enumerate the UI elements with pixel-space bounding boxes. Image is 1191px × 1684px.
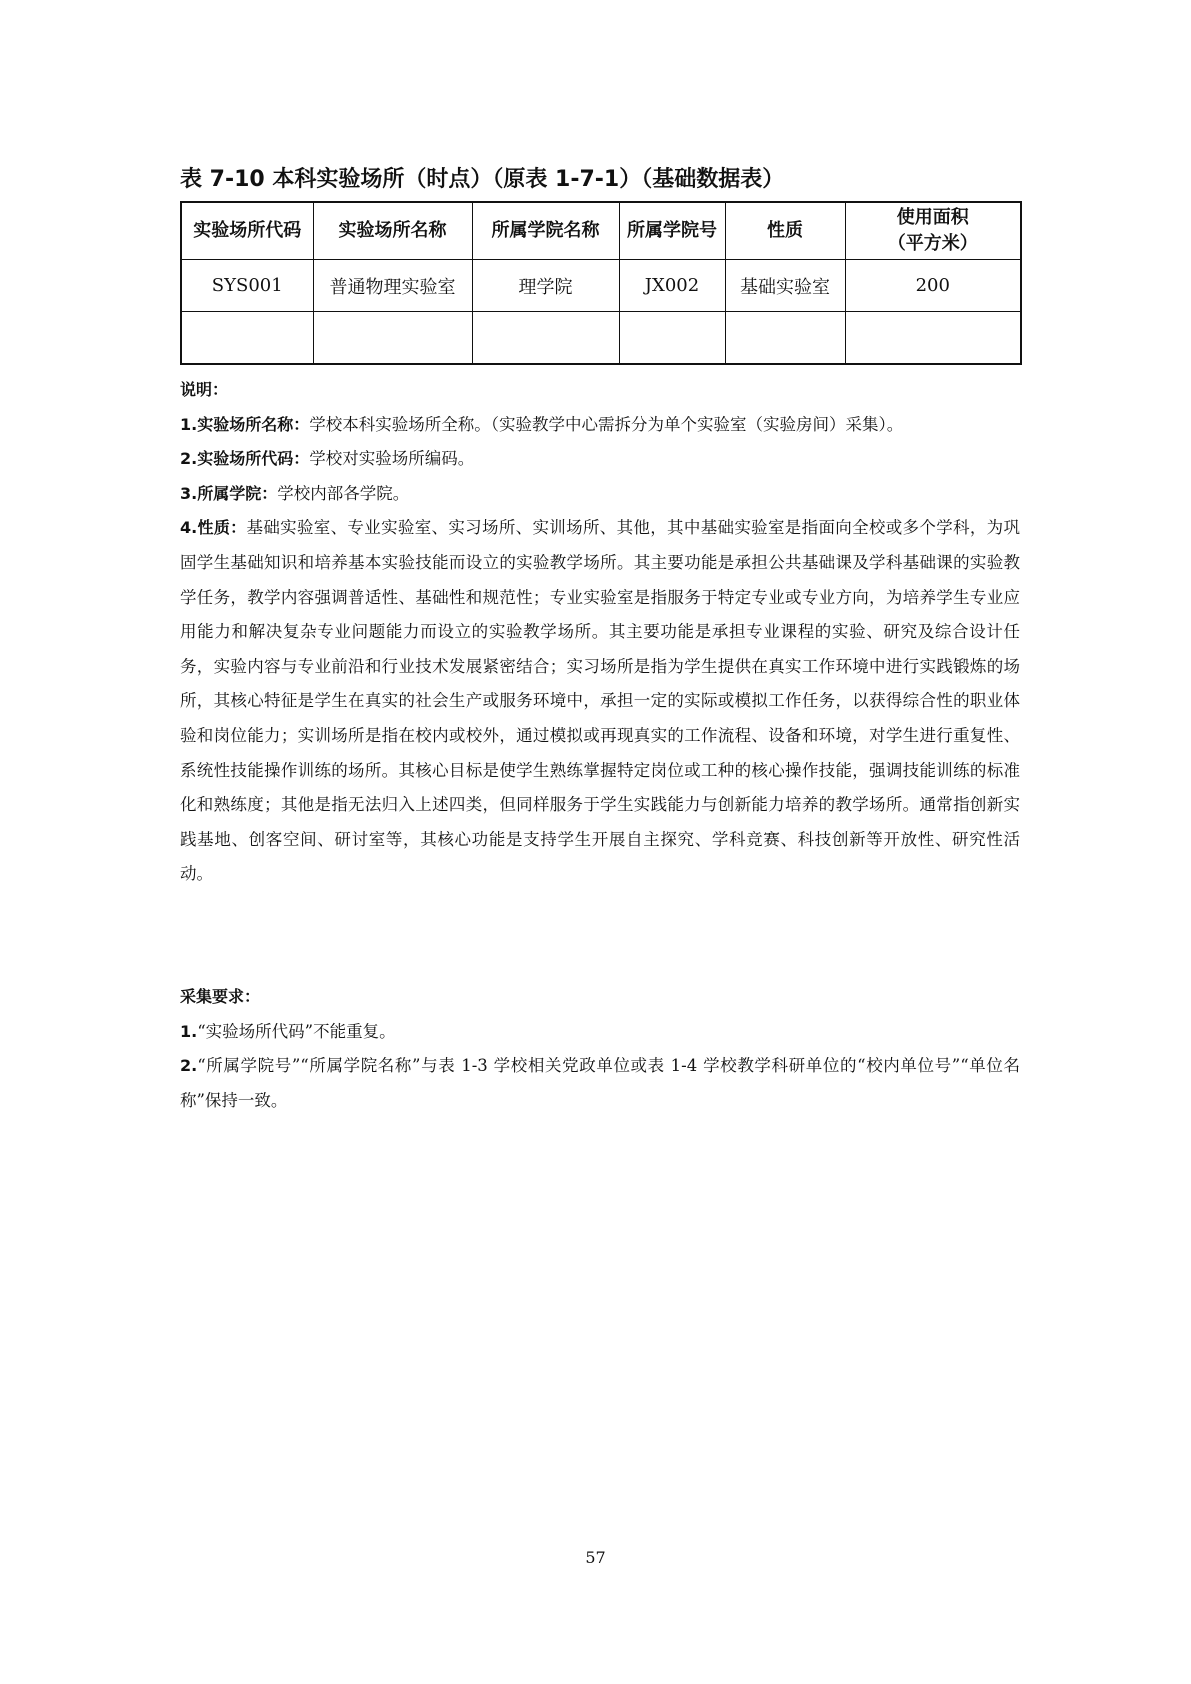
notes-section [180,373,1020,892]
table-caption: 表 7-10 本科实验场所（时点）（原表 1-7-1）（基础数据表） [180,167,785,192]
table-row [181,260,1021,312]
header-cell: 实验场所代码 [181,202,313,260]
requirements-heading: 采集要求： [180,987,261,1006]
table-cell: JX002 [619,260,725,312]
table-header-row [181,202,1021,260]
table-cell [845,312,1021,365]
table-row [181,312,1021,365]
note-item [180,477,1020,512]
note-key: 4.性质： [180,518,247,538]
note-text: 基础实验室、专业实验室、实习场所、实训场所、其他，其中基础实验室是指面向全校或多个学科，为巩固学生基础知识和培养基本实验技能而设立的实验教学场所。其主要功能是承担公共基础课及学科基础课的实验教学任务，教学内容强调普适性、基础性和规范性；专业实验室是指服务于特定专业或专业方向，为培养学生专业应用能力和解决复杂专业问题能力而设立的实验教学场所。其主要功能是承担专业课程的实验、研究及综合设计任务，实验内容与专业前沿和行业技术发展紧密结合；实习场所是指为学生提供在真实工作环境中进行实践锻炼的场所，其核心特征是学生在真实的社会生产或服务环境中，承担一定的实际或模拟工作任务，以获得综合性的职业体验和岗位能力；实训场所是指在校内或校外，通过模拟或再现真实的工作流程、设备和环境，对学生进行重复性、系统性技能操作训练的场所。其核心目标是使学生熟练掌握特定岗位或工种的核心操作技能，强调技能训练的标准化和熟练度；其他是指无法归入上述四类，但同样服务于学生实践能力与创新能力培养的教学场所。通常指创新实践基地、创客空间、研讨室等，其核心功能是支持学生开展自主探究、学科竞赛、科技创新等开放性、研究性活动。 [180,518,1020,884]
lab-sites-table [180,201,1022,365]
requirement-item [180,1015,1020,1050]
note-item [180,408,1020,443]
requirements-section [180,980,1020,1118]
note-item [180,511,1020,892]
requirement-key: 1. [180,1021,198,1041]
header-cell: 所属学院名称 [472,202,619,260]
note-text: 学校内部各学院。 [277,483,410,503]
notes-heading: 说明： [180,380,229,399]
note-text: 学校对实验场所编码。 [309,449,475,469]
table-cell [619,312,725,365]
requirement-text: “所属学院号”“所属学院名称”与表 1-3 学校相关党政单位或表 1-4 学校教学科研单位的“校内单位号”“单位名称”保持一致。 [180,1056,1020,1110]
table-cell [472,312,619,365]
note-item [180,442,1020,477]
table-cell: 基础实验室 [725,260,845,312]
header-cell: 实验场所名称 [313,202,472,260]
note-key: 3.所属学院： [180,483,278,503]
note-key: 2.实验场所代码： [180,449,310,469]
header-area-line2: （平方米） [887,233,978,254]
note-text: 学校本科实验场所全称。（实验教学中心需拆分为单个实验室（实验房间）采集）。 [309,414,904,434]
table-cell: 普通物理实验室 [313,260,472,312]
requirement-item [180,1049,1020,1118]
table-cell [181,312,313,365]
table-cell: 理学院 [472,260,619,312]
page-number: 57 [585,1548,606,1567]
header-cell: 所属学院号 [619,202,725,260]
requirement-text: “实验场所代码”不能重复。 [197,1021,396,1041]
header-cell [845,202,1021,260]
requirement-key: 2. [180,1056,198,1076]
table-cell [725,312,845,365]
table-cell [313,312,472,365]
table-cell: 200 [845,260,1021,312]
header-area-line1: 使用面积 [896,207,969,228]
header-cell: 性质 [725,202,845,260]
table-cell: SYS001 [181,260,313,312]
note-key: 1.实验场所名称： [180,414,310,434]
